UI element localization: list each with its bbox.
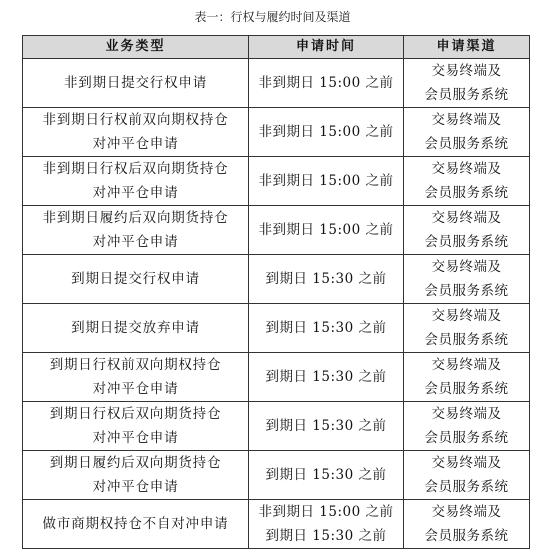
business-type-cell (23, 500, 249, 549)
business-type-cell (23, 206, 249, 255)
application-channel-cell-line: 会员服务系统 (424, 87, 509, 103)
business-type-cell-line: 到期日履约后双向期货持仓 (49, 455, 222, 471)
application-channel-cell-line: 交易终端及 (431, 210, 502, 226)
business-type-cell-line: 对冲平仓申请 (92, 381, 179, 397)
business-type-cell (23, 402, 249, 451)
business-type-cell-line: 对冲平仓申请 (92, 430, 179, 446)
application-channel-cell-line: 交易终端及 (431, 357, 502, 373)
application-channel-cell (404, 157, 530, 206)
table-row (23, 108, 530, 157)
application-time-cell-line: 非到期日 15:00 之前 (258, 504, 394, 520)
application-channel-cell-line: 会员服务系统 (424, 185, 509, 201)
application-time-cell-line: 非到期日 15:00 之前 (258, 124, 394, 140)
application-time-cell (249, 157, 404, 206)
business-type-cell-line: 对冲平仓申请 (92, 185, 179, 201)
business-type-cell-line: 非到期日履约后双向期货持仓 (42, 210, 229, 226)
business-type-cell (23, 157, 249, 206)
table-row (23, 353, 530, 402)
application-time-cell (249, 206, 404, 255)
application-channel-cell-line: 会员服务系统 (424, 136, 509, 152)
application-time-cell-line: 非到期日 15:00 之前 (258, 222, 394, 238)
business-type-cell-line: 到期日提交行权申请 (71, 271, 200, 287)
application-channel-cell (404, 59, 530, 108)
application-time-cell-line: 到期日 15:30 之前 (265, 467, 387, 483)
application-time-cell-line: 非到期日 15:00 之前 (258, 75, 394, 91)
application-channel-cell-line: 交易终端及 (431, 308, 502, 324)
application-time-cell-line: 非到期日 15:00 之前 (258, 173, 394, 189)
application-time-cell (249, 304, 404, 353)
business-type-cell (23, 304, 249, 353)
application-channel-cell (404, 206, 530, 255)
application-channel-cell (404, 255, 530, 304)
application-channel-cell-line: 交易终端及 (431, 504, 502, 520)
application-channel-cell-line: 会员服务系统 (424, 430, 509, 446)
business-type-cell-line: 对冲平仓申请 (92, 479, 179, 495)
application-channel-cell-line: 会员服务系统 (424, 332, 509, 348)
table-row (23, 304, 530, 353)
table-row (23, 402, 530, 451)
column-header-application-time: 申请时间 (249, 36, 404, 59)
business-type-cell-line: 非到期日行权前双向期权持仓 (42, 112, 229, 128)
table-body (23, 59, 530, 549)
application-time-cell-line: 到期日 15:30 之前 (265, 418, 387, 434)
business-type-cell-line: 到期日提交放弃申请 (71, 320, 200, 336)
exercise-time-channel-table (22, 35, 530, 549)
application-channel-cell-line: 交易终端及 (431, 406, 502, 422)
table-row (23, 451, 530, 500)
application-channel-cell (404, 500, 530, 549)
business-type-cell-line: 到期日行权后双向期货持仓 (49, 406, 222, 422)
application-channel-cell-line: 交易终端及 (431, 63, 502, 79)
application-channel-cell-line: 会员服务系统 (424, 479, 509, 495)
business-type-cell (23, 59, 249, 108)
business-type-cell-line: 对冲平仓申请 (92, 234, 179, 250)
application-channel-cell (404, 353, 530, 402)
application-time-cell (249, 108, 404, 157)
application-time-cell-line: 到期日 15:30 之前 (265, 320, 387, 336)
application-time-cell (249, 353, 404, 402)
application-time-cell-line: 到期日 15:30 之前 (265, 528, 387, 544)
application-time-cell (249, 500, 404, 549)
business-type-cell-line: 非到期日行权后双向期货持仓 (42, 161, 229, 177)
business-type-cell (23, 353, 249, 402)
application-time-cell-line: 到期日 15:30 之前 (265, 369, 387, 385)
table-title: 表一：行权与履约时间及渠道 (194, 10, 351, 24)
business-type-cell-line: 做市商期权持仓不自对冲申请 (42, 516, 229, 532)
application-time-cell-line: 到期日 15:30 之前 (265, 271, 387, 287)
business-type-cell-line: 对冲平仓申请 (92, 136, 179, 152)
application-channel-cell (404, 451, 530, 500)
application-channel-cell-line: 会员服务系统 (424, 381, 509, 397)
application-channel-cell (404, 304, 530, 353)
business-type-cell (23, 108, 249, 157)
table-row (23, 157, 530, 206)
application-channel-cell-line: 会员服务系统 (424, 528, 509, 544)
application-channel-cell-line: 会员服务系统 (424, 283, 509, 299)
business-type-cell (23, 255, 249, 304)
table-header-row (23, 36, 530, 59)
application-channel-cell-line: 交易终端及 (431, 259, 502, 275)
business-type-cell-line: 非到期日提交行权申请 (64, 75, 207, 91)
table-row (23, 206, 530, 255)
application-channel-cell-line: 交易终端及 (431, 455, 502, 471)
application-time-cell (249, 402, 404, 451)
application-time-cell (249, 59, 404, 108)
table-row (23, 59, 530, 108)
column-header-business-type: 业务类型 (23, 36, 249, 59)
business-type-cell (23, 451, 249, 500)
application-channel-cell (404, 108, 530, 157)
table-row (23, 500, 530, 549)
application-channel-cell (404, 402, 530, 451)
application-channel-cell-line: 交易终端及 (431, 161, 502, 177)
application-channel-cell-line: 交易终端及 (431, 112, 502, 128)
application-time-cell (249, 451, 404, 500)
application-time-cell (249, 255, 404, 304)
business-type-cell-line: 到期日行权前双向期权持仓 (49, 357, 222, 373)
column-header-application-channel: 申请渠道 (404, 36, 530, 59)
table-row (23, 255, 530, 304)
application-channel-cell-line: 会员服务系统 (424, 234, 509, 250)
